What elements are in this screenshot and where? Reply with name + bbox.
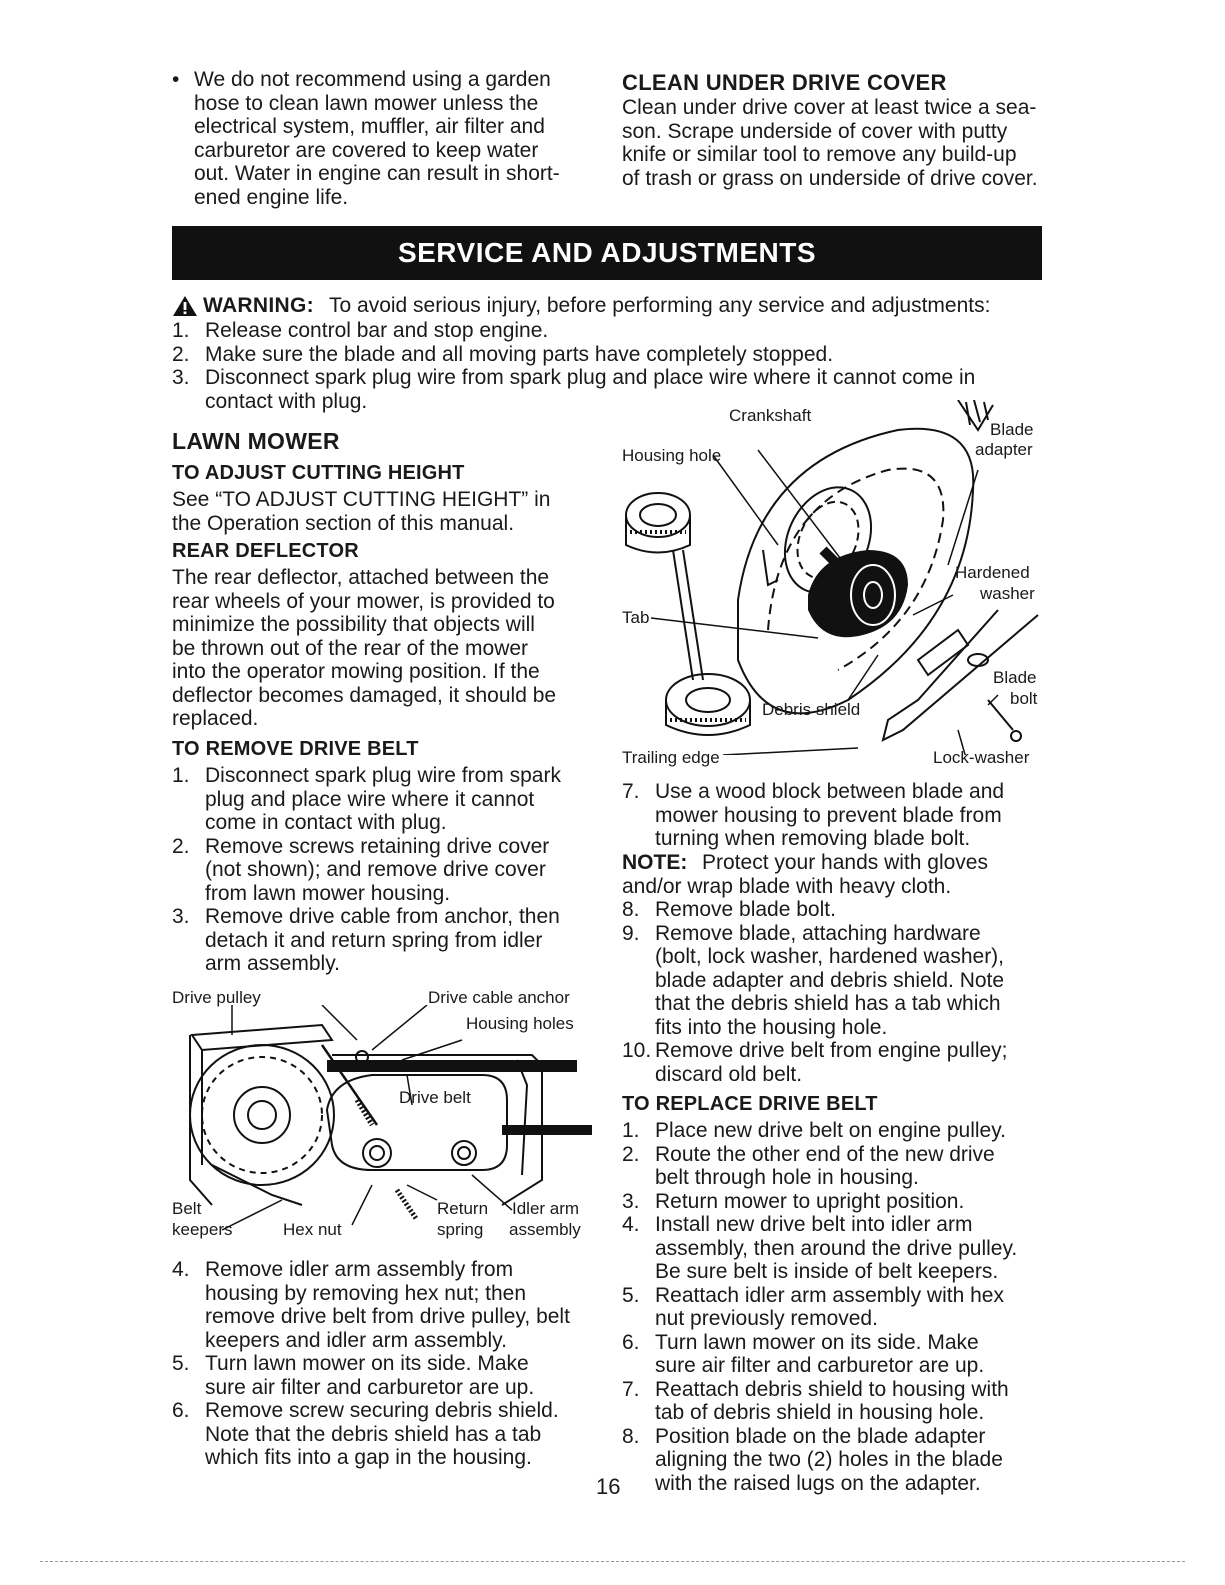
text-line: remove drive belt from drive pulley, belt <box>205 1305 570 1328</box>
list-item-text <box>655 1425 1003 1496</box>
text-line: Remove screw securing debris shield. <box>205 1399 559 1422</box>
list-item-text <box>655 1039 1008 1086</box>
list-item-text <box>655 1213 1017 1284</box>
list-item-text <box>655 1331 984 1378</box>
text-line: into the operator mowing position. If the <box>172 660 540 683</box>
text-line: the Operation section of this manual. <box>172 511 515 535</box>
text-line: sure air filter and carburetor are up. <box>655 1354 985 1377</box>
list-item-text <box>205 764 561 835</box>
text-line: discard old belt. <box>655 1062 803 1086</box>
intro-bullet: • <box>172 68 180 91</box>
text-line: Turn lawn mower on its side. Make <box>205 1352 529 1375</box>
text-line: See “TO ADJUST CUTTING HEIGHT” in <box>172 488 551 511</box>
label-belt: Belt <box>172 1199 202 1218</box>
text-line: (bolt, lock washer, hardened washer), <box>655 945 1005 968</box>
list-item-number: 3. <box>172 366 190 389</box>
text-line: The rear deflector, attached between the <box>172 566 550 589</box>
text-line: of trash or grass on underside of drive cover. <box>622 166 1038 190</box>
text-line: assembly, then around the drive pulley. <box>655 1236 1018 1260</box>
text-line: Note that the debris shield has a tab <box>205 1422 542 1446</box>
text-line: Place new drive belt on engine pulley. <box>655 1119 1007 1142</box>
text-line: Remove screws retaining drive cover <box>205 834 550 858</box>
text-line: from lawn mower housing. <box>205 881 451 905</box>
label-assembly: assembly <box>509 1220 581 1239</box>
text-line: Be sure belt is inside of belt keepers. <box>655 1260 999 1283</box>
text-line: Install new drive belt into idler arm <box>655 1213 973 1236</box>
label-trailing-edge: Trailing edge <box>622 748 720 767</box>
list-item-text <box>205 1258 570 1352</box>
text-line: keepers and idler arm assembly. <box>205 1328 507 1352</box>
list-item-number: 1. <box>172 764 190 787</box>
label-hex-nut: Hex nut <box>283 1220 342 1239</box>
remove-belt-heading: TO REMOVE DRIVE BELT <box>172 738 419 760</box>
label-blade-adapter-1: Blade <box>990 420 1034 439</box>
text-line: rear wheels of your mower, is provided to <box>172 589 555 613</box>
text-line: carburetor are covered to keep water <box>194 138 539 162</box>
text-line: Remove blade bolt. <box>655 898 836 921</box>
adjust-height-paragraph <box>172 488 550 535</box>
label-debris-shield: Debris shield <box>762 700 861 719</box>
list-item-number: 2. <box>172 834 190 858</box>
text-line: plug and place wire where it cannot <box>205 787 535 811</box>
list-item-text <box>205 319 548 343</box>
list-item-number: 6. <box>172 1399 190 1422</box>
list-item-number: 8. <box>622 898 640 921</box>
label-housing-hole: Housing hole <box>622 446 722 465</box>
text-line: aligning the two (2) holes in the blade <box>655 1448 1003 1471</box>
label-crankshaft: Crankshaft <box>729 406 812 425</box>
list-item-text <box>655 780 1004 851</box>
label-lock-washer: Lock-washer <box>933 748 1030 767</box>
text-line: son. Scrape underside of cover with putty <box>622 119 1008 143</box>
rear-deflector-heading: REAR DEFLECTOR <box>172 540 359 562</box>
label-blade-bolt-1: Blade <box>993 668 1037 687</box>
list-item-text <box>655 1284 1004 1331</box>
text-line: nut previously removed. <box>655 1307 878 1330</box>
label-blade-adapter-2: adapter <box>975 440 1033 459</box>
text-line: be thrown out of the rear of the mower <box>172 636 529 660</box>
text-line: Disconnect spark plug wire from spark <box>205 764 561 787</box>
list-item-number: 2. <box>172 342 190 366</box>
text-line: Clean under drive cover at least twice a sea- <box>622 96 1037 119</box>
list-item-number: 1. <box>622 1119 640 1142</box>
text-line: replaced. <box>172 707 259 730</box>
text-line: Reattach debris shield to housing with <box>655 1377 1009 1401</box>
text-line: hose to clean lawn mower unless the <box>194 91 539 115</box>
section-banner: SERVICE AND ADJUSTMENTS <box>172 226 1042 280</box>
list-item-number: 4. <box>172 1258 190 1281</box>
footer-divider <box>40 1561 1185 1562</box>
text-line: Remove idler arm assembly from <box>205 1258 514 1281</box>
text-line: ened engine life. <box>194 185 349 209</box>
text-line: We do not recommend using a garden <box>194 68 551 91</box>
note-label: NOTE: <box>622 851 688 874</box>
list-item-number: 9. <box>622 921 640 945</box>
text-line: Remove blade, attaching hardware <box>655 921 981 945</box>
text-line: fits into the housing hole. <box>655 1015 888 1039</box>
list-item-number: 4. <box>622 1213 640 1236</box>
list-item-text <box>205 343 833 367</box>
text-line: housing by removing hex nut; then <box>205 1281 527 1305</box>
text-line: blade adapter and debris shield. Note <box>655 968 1005 992</box>
list-item-number: 7. <box>622 780 640 803</box>
list-item-number: 3. <box>622 1189 640 1213</box>
label-return: Return <box>437 1199 489 1218</box>
text-line: (not shown); and remove drive cover <box>205 858 546 881</box>
text-line: sure air filter and carburetor are up. <box>205 1375 535 1399</box>
replace-belt-heading: TO REPLACE DRIVE BELT <box>622 1093 878 1115</box>
list-item-number: 5. <box>622 1283 640 1307</box>
clean-cover-paragraph <box>622 96 1038 190</box>
text-line: Remove drive belt from engine pulley; <box>655 1039 1008 1062</box>
label-drive-pulley: Drive pulley <box>172 988 261 1007</box>
text-line: deflector becomes damaged, it should be <box>172 683 557 707</box>
list-item-number: 5. <box>172 1352 190 1375</box>
list-item-number: 2. <box>622 1142 640 1166</box>
clean-cover-heading: CLEAN UNDER DRIVE COVER <box>622 70 947 95</box>
text-line: come in contact with plug. <box>205 811 447 834</box>
list-item-text <box>655 1119 1006 1143</box>
note-text-line1: Protect your hands with gloves <box>702 851 988 874</box>
warning-label: WARNING: <box>203 294 314 317</box>
text-line: contact with plug. <box>205 389 368 413</box>
label-hardened: Hardened <box>955 563 1030 582</box>
text-line: Use a wood block between blade and <box>655 780 1005 803</box>
label-drive-cable-anchor: Drive cable anchor <box>428 988 570 1007</box>
label-idler-arm: Idler arm <box>512 1199 580 1218</box>
text-line: Turn lawn mower on its side. Make <box>655 1330 979 1354</box>
label-blade-bolt-2: bolt <box>1010 689 1038 708</box>
warning-icon <box>172 295 198 317</box>
text-line: that the debris shield has a tab which <box>655 992 1001 1015</box>
text-line: Release control bar and stop engine. <box>205 319 549 342</box>
list-item-text <box>655 922 1004 1040</box>
text-line: knife or similar tool to remove any build-up <box>622 143 1017 166</box>
warning-text: To avoid serious injury, before performing any service and adjustments: <box>329 294 991 317</box>
list-item-number: 7. <box>622 1377 640 1401</box>
note-text-line2: and/or wrap blade with heavy cloth. <box>622 875 952 898</box>
page-number: 16 <box>596 1474 621 1499</box>
list-item-number: 10. <box>622 1039 652 1062</box>
label-keepers: keepers <box>172 1220 233 1239</box>
text-line: which fits into a gap in the housing. <box>205 1446 532 1469</box>
list-item-number: 6. <box>622 1330 640 1354</box>
list-item-text <box>655 1143 995 1190</box>
list-item-number: 3. <box>172 905 190 928</box>
list-item-text <box>205 835 549 906</box>
list-item-text <box>205 1352 534 1399</box>
list-item-text <box>205 905 560 976</box>
text-line: out. Water in engine can result in short- <box>194 162 560 185</box>
label-spring: spring <box>437 1220 484 1239</box>
label-housing-holes: Housing holes <box>466 1014 574 1033</box>
label-tab: Tab <box>622 608 650 627</box>
list-item-text <box>655 1378 1009 1425</box>
text-line: Route the other end of the new drive <box>655 1142 995 1166</box>
text-line: turning when removing blade bolt. <box>655 827 971 850</box>
list-item-text <box>655 1190 964 1214</box>
intro-paragraph <box>194 68 560 209</box>
text-line: detach it and return spring from idler <box>205 928 543 952</box>
label-washer: washer <box>980 584 1035 603</box>
text-line: mower housing to prevent blade from <box>655 803 1002 827</box>
text-line: Position blade on the blade adapter <box>655 1424 986 1448</box>
text-line: arm assembly. <box>205 952 340 975</box>
adjust-height-heading: TO ADJUST CUTTING HEIGHT <box>172 462 465 484</box>
list-item-number: 8. <box>622 1424 640 1448</box>
lawn-mower-heading: LAWN MOWER <box>172 428 340 454</box>
text-line: with the raised lugs on the adapter. <box>655 1471 981 1495</box>
text-line: minimize the possibility that objects will <box>172 613 535 636</box>
text-line: Reattach idler arm assembly with hex <box>655 1283 1004 1307</box>
list-item-number: 1. <box>172 319 190 342</box>
text-line: Return mower to upright position. <box>655 1189 965 1213</box>
list-item-text <box>655 898 836 922</box>
text-line: tab of debris shield in housing hole. <box>655 1401 985 1424</box>
list-item-text <box>205 1399 559 1470</box>
text-line: electrical system, muffler, air filter and <box>194 115 545 138</box>
text-line: Remove drive cable from anchor, then <box>205 905 560 928</box>
label-drive-belt: Drive belt <box>399 1088 471 1107</box>
text-line: belt through hole in housing. <box>655 1166 919 1189</box>
text-line: Disconnect spark plug wire from spark plug and place wire where it cannot come in <box>205 366 976 389</box>
rear-deflector-paragraph <box>172 566 556 731</box>
text-line: Make sure the blade and all moving parts have completely stopped. <box>205 342 834 366</box>
